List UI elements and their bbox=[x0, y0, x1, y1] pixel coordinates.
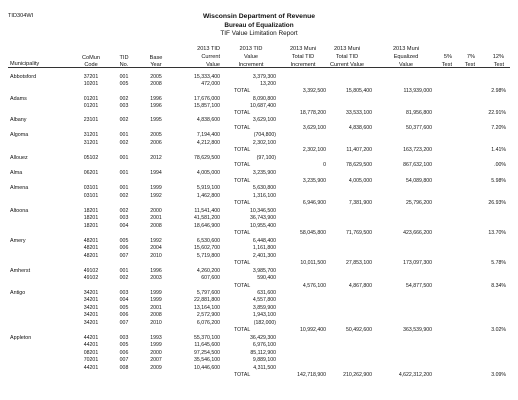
comun-code: 34201 bbox=[83, 305, 99, 311]
header-comun: CoMun bbox=[81, 55, 101, 61]
comun-code: 18201 bbox=[83, 223, 99, 229]
muni-total-tid-increment: 58,045,800 bbox=[300, 230, 326, 236]
base-year: 1994 bbox=[150, 170, 162, 176]
total-label: TOTAL bbox=[234, 162, 251, 168]
report-title: Wisconsin Department of Revenue bbox=[202, 13, 316, 20]
value-increment: 5,630,800 bbox=[252, 185, 276, 191]
value-increment: 3,859,900 bbox=[252, 305, 276, 311]
value-increment: 2,401,300 bbox=[252, 253, 276, 259]
tid-number: 002 bbox=[119, 275, 129, 281]
percent-test-result: 13.70% bbox=[488, 230, 506, 236]
municipality-name: Adams bbox=[10, 96, 27, 102]
base-year: 2005 bbox=[150, 132, 162, 138]
current-value: 4,212,800 bbox=[196, 140, 220, 146]
comun-code: 01201 bbox=[83, 103, 99, 109]
value-increment: 10,955,400 bbox=[250, 223, 276, 229]
base-year: 2000 bbox=[150, 350, 162, 356]
value-increment: 4,311,500 bbox=[253, 365, 276, 371]
header-muni-cv-2: Total TID bbox=[335, 54, 359, 60]
header-7pct-test: Test bbox=[464, 62, 475, 68]
total-label: TOTAL bbox=[234, 88, 251, 94]
comun-code: 44201 bbox=[83, 335, 99, 341]
muni-total-tid-current-value: 33,533,100 bbox=[346, 110, 372, 116]
muni-equalized-value: 4,622,312,200 bbox=[398, 372, 432, 378]
muni-equalized-value: 54,089,800 bbox=[406, 178, 432, 184]
comun-code: 03101 bbox=[83, 185, 99, 191]
value-increment: 6,976,100 bbox=[252, 342, 276, 348]
muni-equalized-value: 25,796,200 bbox=[406, 200, 432, 206]
muni-equalized-value: 50,377,600 bbox=[406, 125, 432, 131]
tid-number: 007 bbox=[119, 320, 129, 326]
header-7pct: 7% bbox=[466, 54, 475, 60]
base-year: 2012 bbox=[150, 155, 162, 161]
header-municipality: Municipality bbox=[10, 61, 40, 67]
muni-total-tid-increment: 10,011,500 bbox=[300, 260, 326, 266]
value-increment: 9,889,100 bbox=[252, 357, 276, 363]
comun-code: 10201 bbox=[83, 81, 99, 87]
base-year: 1996 bbox=[150, 268, 162, 274]
current-value: 13,164,100 bbox=[194, 305, 220, 311]
tid-number: 001 bbox=[119, 170, 129, 176]
header-muni-eq-3: Value bbox=[399, 62, 413, 68]
comun-code: 44201 bbox=[83, 342, 99, 348]
tid-number: 004 bbox=[119, 223, 129, 229]
muni-equalized-value: 423,666,200 bbox=[403, 230, 432, 236]
comun-code: 48201 bbox=[83, 253, 99, 259]
base-year: 2003 bbox=[150, 275, 162, 281]
comun-code: 31201 bbox=[83, 140, 99, 146]
tid-number: 003 bbox=[119, 290, 129, 296]
total-label: TOTAL bbox=[234, 372, 251, 378]
header-val-3: Increment bbox=[238, 62, 264, 68]
base-year: 2008 bbox=[150, 223, 162, 229]
tid-number: 006 bbox=[119, 350, 129, 356]
muni-equalized-value: 173,097,300 bbox=[403, 260, 432, 266]
muni-total-tid-increment: 6,946,900 bbox=[302, 200, 326, 206]
value-increment: 13,200 bbox=[260, 81, 276, 87]
muni-equalized-value: 163,723,200 bbox=[403, 147, 432, 153]
header-year: Year bbox=[150, 62, 162, 68]
total-label: TOTAL bbox=[234, 200, 251, 206]
base-year: 2001 bbox=[150, 215, 162, 221]
tid-number: 003 bbox=[119, 335, 129, 341]
comun-code: 34201 bbox=[83, 320, 99, 326]
tid-number: 002 bbox=[119, 208, 129, 214]
current-value: 4,260,200 bbox=[196, 268, 220, 274]
muni-total-tid-current-value: 50,492,600 bbox=[346, 327, 372, 333]
municipality-name: Amery bbox=[10, 238, 26, 244]
value-increment: 3,985,700 bbox=[252, 268, 276, 274]
comun-code: 34201 bbox=[83, 297, 99, 303]
header-5pct: 5% bbox=[443, 54, 452, 60]
value-increment: 10,346,500 bbox=[250, 208, 276, 214]
municipality-name: Appleton bbox=[10, 335, 32, 341]
value-increment: (182,000) bbox=[253, 320, 276, 326]
base-year: 2004 bbox=[150, 245, 162, 251]
tid-number: 003 bbox=[119, 215, 129, 221]
comun-code: 18201 bbox=[83, 215, 99, 221]
tid-number: 008 bbox=[119, 365, 129, 371]
header-muni-eq-1: 2013 Muni bbox=[392, 46, 420, 52]
current-value: 97,254,500 bbox=[194, 350, 220, 356]
tid-number: 006 bbox=[119, 312, 129, 318]
header-val-1: 2013 TID bbox=[239, 46, 263, 52]
muni-total-tid-current-value: 4,867,800 bbox=[348, 283, 372, 289]
comun-code: 34201 bbox=[83, 290, 99, 296]
current-value: 15,602,700 bbox=[194, 245, 220, 251]
value-increment: 6,448,400 bbox=[252, 238, 276, 244]
current-value: 22,881,800 bbox=[194, 297, 220, 303]
muni-total-tid-current-value: 78,629,500 bbox=[346, 162, 372, 168]
municipality-name: Altoona bbox=[10, 208, 29, 214]
total-label: TOTAL bbox=[234, 110, 251, 116]
comun-code: 49102 bbox=[83, 268, 99, 274]
tid-number: 002 bbox=[119, 193, 129, 199]
comun-code: 34201 bbox=[83, 312, 99, 318]
value-increment: 10,687,400 bbox=[250, 103, 276, 109]
current-value: 5,919,100 bbox=[196, 185, 220, 191]
municipality-name: Antigo bbox=[10, 290, 26, 296]
base-year: 1995 bbox=[150, 117, 162, 123]
percent-test-result: 22.91% bbox=[488, 110, 506, 116]
tid-number: 002 bbox=[119, 117, 129, 123]
base-year: 1999 bbox=[150, 290, 162, 296]
value-increment: (97,100) bbox=[256, 155, 276, 161]
muni-total-tid-current-value: 4,838,600 bbox=[348, 125, 372, 131]
base-year: 2010 bbox=[150, 253, 162, 259]
tid-number: 005 bbox=[119, 81, 129, 87]
header-muni-tid-1: 2013 Muni bbox=[289, 46, 317, 52]
percent-test-result: 3.09% bbox=[491, 372, 506, 378]
percent-test-result: 1.41% bbox=[491, 147, 506, 153]
total-label: TOTAL bbox=[234, 327, 251, 333]
header-cur-2: Current bbox=[201, 54, 220, 60]
muni-total-tid-current-value: 4,005,000 bbox=[348, 178, 372, 184]
value-increment: 2,302,100 bbox=[252, 140, 276, 146]
comun-code: 70201 bbox=[83, 357, 99, 363]
base-year: 1999 bbox=[150, 297, 162, 303]
value-increment: 631,600 bbox=[257, 290, 276, 296]
percent-test-result: 5.78% bbox=[491, 260, 506, 266]
base-year: 2000 bbox=[150, 208, 162, 214]
base-year: 2005 bbox=[150, 74, 162, 80]
total-label: TOTAL bbox=[234, 260, 251, 266]
comun-code: 18201 bbox=[83, 208, 99, 214]
current-value: 78,629,500 bbox=[194, 155, 220, 161]
percent-test-result: 8.34% bbox=[491, 283, 506, 289]
tid-number: 007 bbox=[119, 357, 129, 363]
tid-number: 005 bbox=[119, 238, 129, 244]
total-label: TOTAL bbox=[234, 230, 251, 236]
muni-equalized-value: 363,539,900 bbox=[403, 327, 432, 333]
value-increment: 85,112,900 bbox=[250, 350, 276, 356]
muni-total-tid-current-value: 11,407,200 bbox=[346, 147, 372, 153]
value-increment: 1,161,800 bbox=[252, 245, 276, 251]
percent-test-result: 5.98% bbox=[491, 178, 506, 184]
report-subtitle: Bureau of Equalization bbox=[224, 22, 294, 29]
comun-code: 23101 bbox=[83, 117, 99, 123]
base-year: 1993 bbox=[150, 335, 162, 341]
muni-equalized-value: 54,877,500 bbox=[406, 283, 432, 289]
municipality-name: Alma bbox=[10, 170, 23, 176]
current-value: 15,857,100 bbox=[194, 103, 220, 109]
base-year: 1999 bbox=[150, 185, 162, 191]
header-muni-eq-2: Equalized bbox=[393, 54, 419, 60]
muni-total-tid-increment: 3,629,100 bbox=[302, 125, 326, 131]
percent-test-result: 26.93% bbox=[488, 200, 506, 206]
header-base: Base bbox=[149, 55, 163, 61]
base-year: 1996 bbox=[150, 96, 162, 102]
total-label: TOTAL bbox=[234, 147, 251, 153]
base-year: 1999 bbox=[150, 342, 162, 348]
current-value: 5,719,800 bbox=[196, 253, 220, 259]
muni-total-tid-increment: 18,778,200 bbox=[300, 110, 326, 116]
comun-code: 01201 bbox=[83, 96, 99, 102]
value-increment: 36,429,300 bbox=[250, 335, 276, 341]
municipality-name: Algoma bbox=[10, 132, 29, 138]
tid-number: 002 bbox=[119, 96, 129, 102]
muni-total-tid-increment: 0 bbox=[323, 162, 326, 168]
comun-code: 48201 bbox=[83, 238, 99, 244]
municipality-name: Abbotsford bbox=[10, 74, 37, 80]
tid-number: 007 bbox=[119, 253, 129, 259]
percent-test-result: .00% bbox=[494, 162, 506, 168]
comun-code: 31201 bbox=[83, 132, 99, 138]
municipality-name: Albany bbox=[10, 117, 27, 123]
header-tid: TID bbox=[119, 55, 129, 61]
percent-test-result: 7.20% bbox=[491, 125, 506, 131]
comun-code: 03101 bbox=[83, 193, 99, 199]
current-value: 17,676,000 bbox=[194, 96, 220, 102]
muni-total-tid-current-value: 71,769,500 bbox=[346, 230, 372, 236]
tid-number: 001 bbox=[119, 155, 129, 161]
header-muni-tid-2: Total TID bbox=[291, 54, 315, 60]
current-value: 6,076,200 bbox=[196, 320, 220, 326]
value-increment: 4,557,800 bbox=[252, 297, 276, 303]
muni-total-tid-current-value: 7,381,900 bbox=[348, 200, 372, 206]
muni-total-tid-increment: 142,718,900 bbox=[297, 372, 326, 378]
comun-code: 44201 bbox=[83, 365, 99, 371]
total-label: TOTAL bbox=[234, 125, 251, 131]
base-year: 2010 bbox=[150, 320, 162, 326]
muni-total-tid-increment: 4,576,100 bbox=[302, 283, 326, 289]
value-increment: 1,943,100 bbox=[252, 312, 276, 318]
value-increment: 3,235,900 bbox=[252, 170, 276, 176]
muni-equalized-value: 867,632,100 bbox=[403, 162, 432, 168]
tid-number: 001 bbox=[119, 74, 129, 80]
base-year: 1992 bbox=[150, 193, 162, 199]
current-value: 6,530,600 bbox=[196, 238, 220, 244]
header-muni-tid-3: Increment bbox=[290, 62, 316, 68]
comun-code: 37201 bbox=[83, 74, 99, 80]
header-12pct: 12% bbox=[492, 54, 504, 60]
tid-number: 006 bbox=[119, 245, 129, 251]
comun-code: 49102 bbox=[83, 275, 99, 281]
report-id: TID304WI bbox=[8, 13, 34, 19]
total-label: TOTAL bbox=[234, 178, 251, 184]
total-label: TOTAL bbox=[234, 283, 251, 289]
base-year: 1992 bbox=[150, 238, 162, 244]
tid-number: 001 bbox=[119, 185, 129, 191]
header-val-2: Value bbox=[244, 54, 258, 60]
base-year: 2006 bbox=[150, 140, 162, 146]
report-name: TIF Value Limitation Report bbox=[220, 30, 298, 37]
tid-number: 001 bbox=[119, 132, 129, 138]
value-increment: 590,400 bbox=[257, 275, 276, 281]
current-value: 11,645,600 bbox=[194, 342, 220, 348]
base-year: 2001 bbox=[150, 305, 162, 311]
current-value: 55,370,100 bbox=[194, 335, 220, 341]
current-value: 2,572,900 bbox=[196, 312, 220, 318]
current-value: 1,462,800 bbox=[196, 193, 220, 199]
municipality-name: Almena bbox=[10, 185, 29, 191]
value-increment: 3,629,100 bbox=[252, 117, 276, 123]
current-value: 11,541,400 bbox=[194, 208, 220, 214]
muni-equalized-value: 113,939,000 bbox=[403, 88, 432, 94]
header-code: Code bbox=[84, 62, 98, 68]
tid-number: 004 bbox=[119, 297, 129, 303]
muni-total-tid-current-value: 15,805,400 bbox=[346, 88, 372, 94]
current-value: 7,194,400 bbox=[196, 132, 220, 138]
tid-number: 003 bbox=[119, 103, 129, 109]
municipality-name: Amherst bbox=[10, 268, 31, 274]
header-cur-1: 2013 TID bbox=[197, 46, 220, 52]
header-muni-cv-1: 2013 Muni bbox=[333, 46, 361, 52]
value-increment: 1,316,100 bbox=[252, 193, 276, 199]
base-year: 1996 bbox=[150, 103, 162, 109]
comun-code: 05102 bbox=[83, 155, 99, 161]
tid-number: 001 bbox=[119, 268, 129, 274]
muni-equalized-value: 81,956,800 bbox=[406, 110, 432, 116]
muni-total-tid-increment: 2,302,100 bbox=[302, 147, 326, 153]
tid-number: 005 bbox=[119, 342, 129, 348]
header-12pct-test: Test bbox=[493, 62, 504, 68]
percent-test-result: 3.02% bbox=[491, 327, 506, 333]
base-year: 2008 bbox=[150, 81, 162, 87]
value-increment: 3,379,300 bbox=[252, 74, 276, 80]
municipality-name: Allouez bbox=[10, 155, 28, 161]
muni-total-tid-current-value: 27,853,100 bbox=[346, 260, 372, 266]
current-value: 10,446,600 bbox=[194, 365, 220, 371]
muni-total-tid-increment: 3,235,900 bbox=[302, 178, 326, 184]
muni-total-tid-current-value: 210,262,900 bbox=[343, 372, 372, 378]
header-divider bbox=[8, 67, 510, 68]
header-5pct-test: Test bbox=[441, 62, 452, 68]
base-year: 2007 bbox=[150, 357, 162, 363]
base-year: 2008 bbox=[150, 312, 162, 318]
base-year: 2009 bbox=[150, 365, 162, 371]
current-value: 5,797,600 bbox=[196, 290, 220, 296]
muni-total-tid-increment: 10,992,400 bbox=[300, 327, 326, 333]
percent-test-result: 2.98% bbox=[491, 88, 506, 94]
current-value: 4,005,000 bbox=[196, 170, 220, 176]
current-value: 4,838,600 bbox=[196, 117, 220, 123]
current-value: 472,000 bbox=[201, 81, 220, 87]
comun-code: 08201 bbox=[83, 350, 99, 356]
current-value: 607,600 bbox=[201, 275, 220, 281]
value-increment: (704,800) bbox=[253, 132, 276, 138]
muni-total-tid-increment: 3,392,500 bbox=[302, 88, 326, 94]
header-tid-no: No. bbox=[119, 62, 129, 68]
current-value: 41,581,200 bbox=[194, 215, 220, 221]
tid-number: 002 bbox=[119, 140, 129, 146]
comun-code: 06201 bbox=[83, 170, 99, 176]
comun-code: 48201 bbox=[83, 245, 99, 251]
current-value: 15,333,400 bbox=[194, 74, 220, 80]
header-muni-cv-3: Current Value bbox=[329, 62, 365, 68]
value-increment: 36,743,900 bbox=[250, 215, 276, 221]
header-cur-3: Value bbox=[206, 62, 220, 68]
value-increment: 8,090,800 bbox=[252, 96, 276, 102]
current-value: 18,646,900 bbox=[194, 223, 220, 229]
tid-number: 005 bbox=[119, 305, 129, 311]
current-value: 35,546,100 bbox=[194, 357, 220, 363]
